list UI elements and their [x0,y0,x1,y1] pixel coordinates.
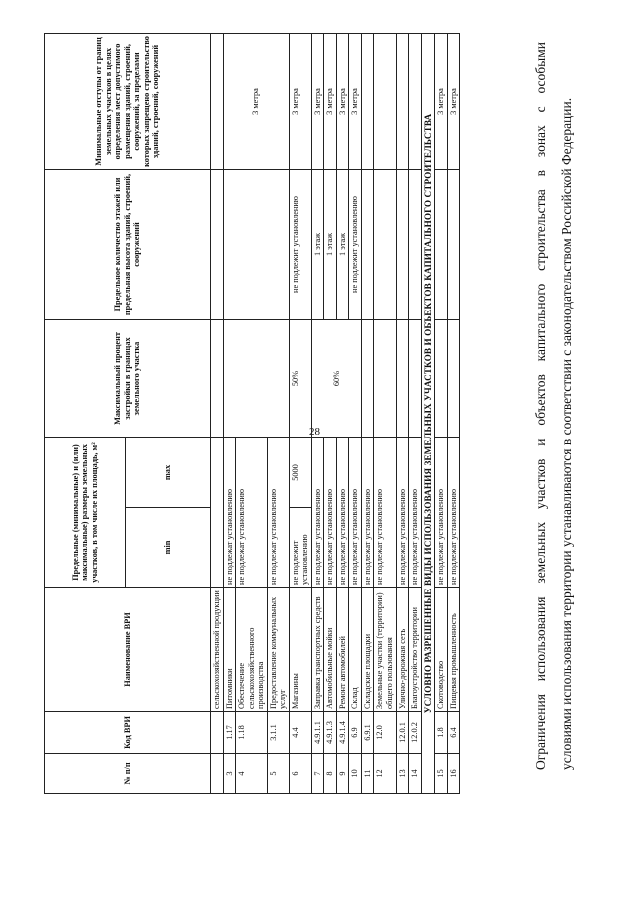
cell-num: 6 [289,754,311,794]
cell-area [211,437,224,587]
cell-floors [396,169,409,319]
cell-max: 5000 [289,437,311,507]
header-name: Наименование ВРИ [45,588,211,712]
cell-name: Пищевая промышленность [447,588,460,712]
cell-num: 11 [361,754,374,794]
cell-num: 5 [267,754,289,794]
cell-setback-merged: 3 метра [223,33,289,169]
cell-code [211,712,224,754]
cell-area: не подлежат установлению [267,437,289,587]
cell-name: Питомники [223,588,236,712]
cell-floors [409,169,422,319]
cell-floors: 1 этаж [324,169,337,319]
cell-floors [211,169,224,319]
section-heading-row [421,33,435,793]
cell-percent [396,319,409,437]
cell-percent [374,319,396,437]
cell-setback: 3 метра [349,33,362,169]
header-min: min [126,508,211,588]
cell-code: 4.4 [289,712,311,754]
cell-name: Улично-дорожная сеть [396,588,409,712]
header-area: Предельные (минимальные) и (или) максимальные) размеры земельных участков, в том числе их площадь, м² [45,437,126,587]
restrictions-note [528,42,579,770]
cell-num: 3 [223,754,236,794]
zoning-table [44,33,460,794]
cell-name: Благоустройство территории [409,588,422,712]
header-percent: Максимальный процент застройки в границах земельного участка [45,319,211,437]
note-line-2: условиями использования территории устанавливаются в соответствии с законодательством Российской Федерации. [558,97,574,770]
cell-floors [447,169,460,319]
cell-name: Обеспечение сельскохозяйственного производства [236,588,268,712]
table-header-row [45,33,126,793]
cell-code: 1.8 [435,712,448,754]
cell-setback: 3 метра [324,33,337,169]
cell-percent [361,319,374,437]
cell-name: Магазины [289,588,311,712]
cell-name: сельскохозяйственной продукции [211,588,224,712]
cell-percent [223,319,289,437]
table-row [211,33,224,793]
cell-code: 12.0.1 [396,712,409,754]
table-row [374,33,396,793]
cell-code: 12.0.2 [409,712,422,754]
cell-num: 12 [374,754,396,794]
cell-num [211,754,224,794]
page-number: 28 [309,426,320,438]
table-row [223,33,236,793]
table-row [435,33,448,793]
cell-floors [374,169,396,319]
cell-percent-merged: 60% [311,319,361,437]
cell-name: Ремонт автомобилей [336,588,349,712]
cell-num: 16 [447,754,460,794]
cell-setback: 3 метра [289,33,311,169]
cell-floors: не подлежит установлению [289,169,311,319]
cell-floors [361,169,374,319]
cell-setback [361,33,374,169]
cell-num: 7 [311,754,324,794]
cell-area: не подлежат установлению [223,437,236,587]
cell-area: не подлежат установлению [324,437,337,587]
cell-num: 9 [336,754,349,794]
cell-area: не подлежат установлению [409,437,422,587]
section-title: УСЛОВНО РАЗРЕШЕННЫЕ ВИДЫ ИСПОЛЬЗОВАНИЯ ЗЕМЕЛЬНЫХ УЧАСТКОВ И ОБЪЕКТОВ КАПИТАЛЬНОГО СТРОИТЕЛЬСТВА [421,33,435,793]
cell-area: не подлежат установлению [435,437,448,587]
cell-name: Земельные участки (территории) общего пользования [374,588,396,712]
table-row [447,33,460,793]
rotated-page-content [0,30,640,830]
zoning-table-area [44,34,460,794]
cell-floors [435,169,448,319]
cell-name: Склад [349,588,362,712]
cell-area: не подлежат установлению [447,437,460,587]
cell-percent [409,319,422,437]
cell-percent: 50% [289,319,311,437]
cell-num: 13 [396,754,409,794]
header-floors: Предельное количество этажей или предельная высота зданий, строений, сооружений [45,169,211,319]
cell-code: 4.9.1.4 [336,712,349,754]
cell-area: не подлежат установлению [396,437,409,587]
header-max: max [126,437,211,507]
cell-code: 12.0 [374,712,396,754]
table-row [361,33,374,793]
cell-code: 3.1.1 [267,712,289,754]
cell-setback: 3 метра [311,33,324,169]
cell-code: 6.4 [447,712,460,754]
cell-code: 1.17 [223,712,236,754]
cell-area: не подлежат установлению [336,437,349,587]
cell-setback [409,33,422,169]
cell-setback: 3 метра [336,33,349,169]
cell-area: не подлежат установлению [349,437,362,587]
cell-min: не подлежит установлению [289,508,311,588]
cell-setback [211,33,224,169]
cell-name: Заправка транспортных средств [311,588,324,712]
cell-code: 6.9.1 [361,712,374,754]
cell-name: Предоставление коммунальных услуг [267,588,289,712]
cell-setback: 3 метра [447,33,460,169]
cell-num: 4 [236,754,268,794]
note-line-1: Ограничения использования земельных участков и объектов капитального строительства в зонах с особыми [533,42,548,770]
cell-num: 14 [409,754,422,794]
cell-code: 4.9.1.1 [311,712,324,754]
table-row [409,33,422,793]
cell-code: 1.18 [236,712,268,754]
cell-area: не подлежат установлению [311,437,324,587]
cell-code: 4.9.1.3 [324,712,337,754]
cell-name: Скотоводство [435,588,448,712]
cell-percent [447,319,460,437]
cell-floors: не подлежит установлению [349,169,362,319]
cell-code: 6.9 [349,712,362,754]
cell-percent [211,319,224,437]
cell-area: не подлежат установлению [361,437,374,587]
cell-num: 8 [324,754,337,794]
cell-num: 15 [435,754,448,794]
header-code: Код ВРИ [45,712,211,754]
cell-setback: 3 метра [435,33,448,169]
cell-area: не подлежат установлению [236,437,268,587]
cell-name: Складские площадки [361,588,374,712]
cell-num: 10 [349,754,362,794]
cell-area: не подлежат установлению [374,437,396,587]
cell-floors [223,169,289,319]
header-setback: Минимальные отступы от границ земельных участков в целях определения мест допустимого размещения зданий, строений, сооружений, за пределами которых запрещено строительство зданий, строений, сооружений [45,33,211,169]
cell-setback [396,33,409,169]
cell-floors: 1 этаж [336,169,349,319]
table-row [396,33,409,793]
cell-setback [374,33,396,169]
cell-floors: 1 этаж [311,169,324,319]
cell-name: Автомобильные мойки [324,588,337,712]
header-num: № п/п [45,754,211,794]
table-row [289,33,311,793]
table-row [311,33,324,793]
cell-percent [435,319,448,437]
